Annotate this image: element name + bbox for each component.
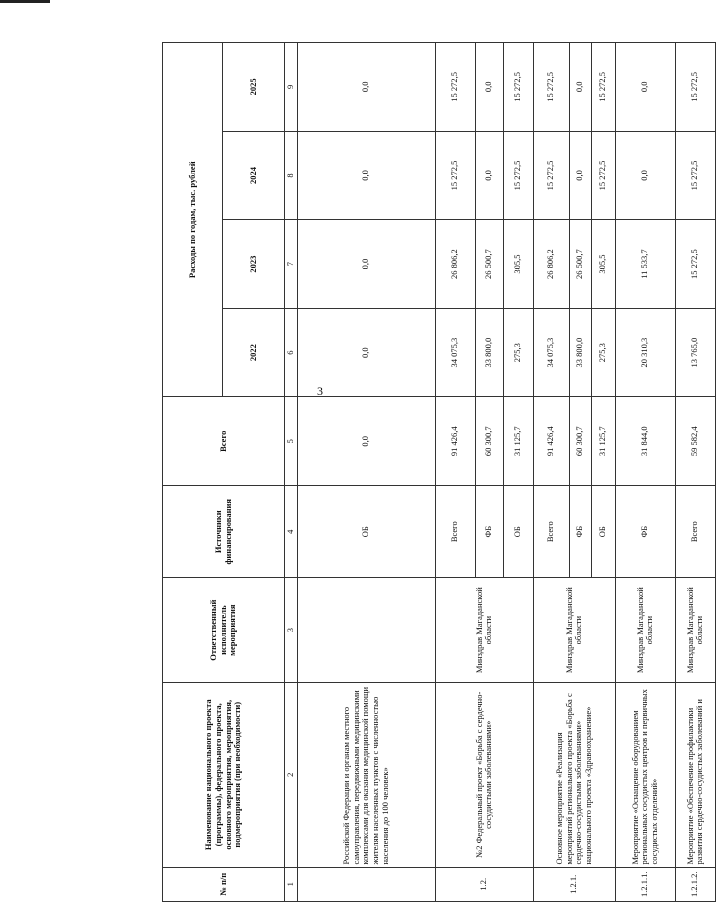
row-2023: 26 806,2 [533, 220, 569, 309]
row-2022: 0,0 [297, 308, 435, 397]
row-2023: 11 533,7 [615, 220, 675, 309]
header-year-2023: 2023 [223, 220, 285, 309]
row-name: Основное мероприятие «Реализация мероприятий регионального проекта «Борьба с сердечно-сосудистыми заболеваниями» национального проекта «Здравоохранение» [533, 682, 615, 867]
header-years-group: Расходы по годам, тыс. рублей [163, 43, 223, 397]
table-row [533, 43, 569, 902]
row-2022: 33 800,0 [569, 308, 591, 397]
row-2024: 15 272,5 [435, 131, 475, 220]
table-row [435, 43, 475, 902]
row-total: 31 125,7 [591, 397, 615, 486]
row-total: 91 426,4 [435, 397, 475, 486]
row-2023: 0,0 [297, 220, 435, 309]
row-2023: 15 272,5 [675, 220, 715, 309]
row-2024: 0,0 [297, 131, 435, 220]
row-2025: 15 272,5 [675, 43, 715, 132]
row-executor [297, 578, 435, 683]
row-2022: 275,3 [591, 308, 615, 397]
header-source: Источники финансирования [163, 486, 285, 578]
row-2024: 0,0 [569, 131, 591, 220]
row-2023: 305,5 [591, 220, 615, 309]
row-2023: 305,5 [503, 220, 533, 309]
row-num: 1.2. [435, 867, 533, 901]
row-2024: 0,0 [475, 131, 503, 220]
row-2025: 0,0 [615, 43, 675, 132]
col-number: 7 [285, 220, 298, 309]
row-2025: 15 272,5 [435, 43, 475, 132]
row-num: 1.2.1.2. [675, 867, 715, 901]
row-source: ОБ [297, 486, 435, 578]
row-source: Всего [533, 486, 569, 578]
header-total: Всего [163, 397, 285, 486]
row-2025: 0,0 [475, 43, 503, 132]
row-2025: 15 272,5 [503, 43, 533, 132]
expenditure-table [162, 42, 716, 902]
row-total: 60 300,7 [569, 397, 591, 486]
header-executor: Ответственный исполнитель мероприятия [163, 578, 285, 683]
row-2022: 20 310,3 [615, 308, 675, 397]
row-source: ОБ [591, 486, 615, 578]
row-2022: 33 800,0 [475, 308, 503, 397]
header-year-2024: 2024 [223, 131, 285, 220]
row-2024: 0,0 [615, 131, 675, 220]
row-executor: Минздрав Магаданской области [675, 578, 715, 683]
row-2025: 0,0 [569, 43, 591, 132]
col-number: 9 [285, 43, 298, 132]
row-2024: 15 272,5 [675, 131, 715, 220]
row-source: ФБ [615, 486, 675, 578]
row-2022: 13 765,0 [675, 308, 715, 397]
col-number: 2 [285, 682, 298, 867]
row-2023: 26 500,7 [475, 220, 503, 309]
row-total: 91 426,4 [533, 397, 569, 486]
row-2023: 26 500,7 [569, 220, 591, 309]
expenditure-table-rotated [162, 42, 705, 902]
row-executor: Минздрав Магаданской области [435, 578, 533, 683]
col-number: 1 [285, 867, 298, 901]
row-num: 1.2.1.1. [615, 867, 675, 901]
col-number: 4 [285, 486, 298, 578]
row-num [297, 867, 435, 901]
row-total: 59 582,4 [675, 397, 715, 486]
row-2024: 15 272,5 [591, 131, 615, 220]
table-row [615, 43, 675, 902]
row-executor: Минздрав Магаданской области [533, 578, 615, 683]
row-total: 0,0 [297, 397, 435, 486]
row-source: ОБ [503, 486, 533, 578]
row-num: 1.2.1. [533, 867, 615, 901]
page-number: 3 [317, 384, 323, 398]
table-row [675, 43, 715, 902]
row-source: ФБ [475, 486, 503, 578]
row-2022: 275,3 [503, 308, 533, 397]
row-2025: 0,0 [297, 43, 435, 132]
row-source: Всего [435, 486, 475, 578]
row-2025: 15 272,5 [533, 43, 569, 132]
header-year-2022: 2022 [223, 308, 285, 397]
row-total: 60 300,7 [475, 397, 503, 486]
row-executor: Минздрав Магаданской области [615, 578, 675, 683]
row-source: Всего [675, 486, 715, 578]
header-name: Наименование национального проекта (программы), федерального проекта, основного мероприятия, мероприятия, подмероприятия (при необходимости) [163, 682, 285, 867]
row-total: 31 125,7 [503, 397, 533, 486]
row-name: Российской Федерации и органам местного самоуправления, передвижными медицинскими комплексами для оказания медицинской помощи жителям населенных пунктов с численностью населения до 100 человек» [297, 682, 435, 867]
col-number: 3 [285, 578, 298, 683]
column-number-row [285, 43, 298, 902]
header-num: № п/п [163, 867, 285, 901]
row-2025: 15 272,5 [591, 43, 615, 132]
row-name: Мероприятие «Обеспечение профилактики развития сердечно-сосудистых заболеваний и [675, 682, 715, 867]
row-2023: 26 806,2 [435, 220, 475, 309]
row-2024: 15 272,5 [503, 131, 533, 220]
col-number: 5 [285, 397, 298, 486]
row-2024: 15 272,5 [533, 131, 569, 220]
row-total: 31 844,0 [615, 397, 675, 486]
col-number: 8 [285, 131, 298, 220]
col-number: 6 [285, 308, 298, 397]
header-row [163, 43, 223, 902]
row-name: №2 Федеральный проект «Борьба с сердечно-сосудистыми заболеваниями» [435, 682, 533, 867]
row-name: Мероприятие «Оснащение оборудованием региональных сосудистых центров и первичных сосудистых отделений» [615, 682, 675, 867]
row-2022: 34 075,3 [533, 308, 569, 397]
row-2022: 34 075,3 [435, 308, 475, 397]
row-source: ФБ [569, 486, 591, 578]
table-row [297, 43, 435, 902]
scan-edge-mark [0, 0, 50, 3]
header-year-2025: 2025 [223, 43, 285, 132]
